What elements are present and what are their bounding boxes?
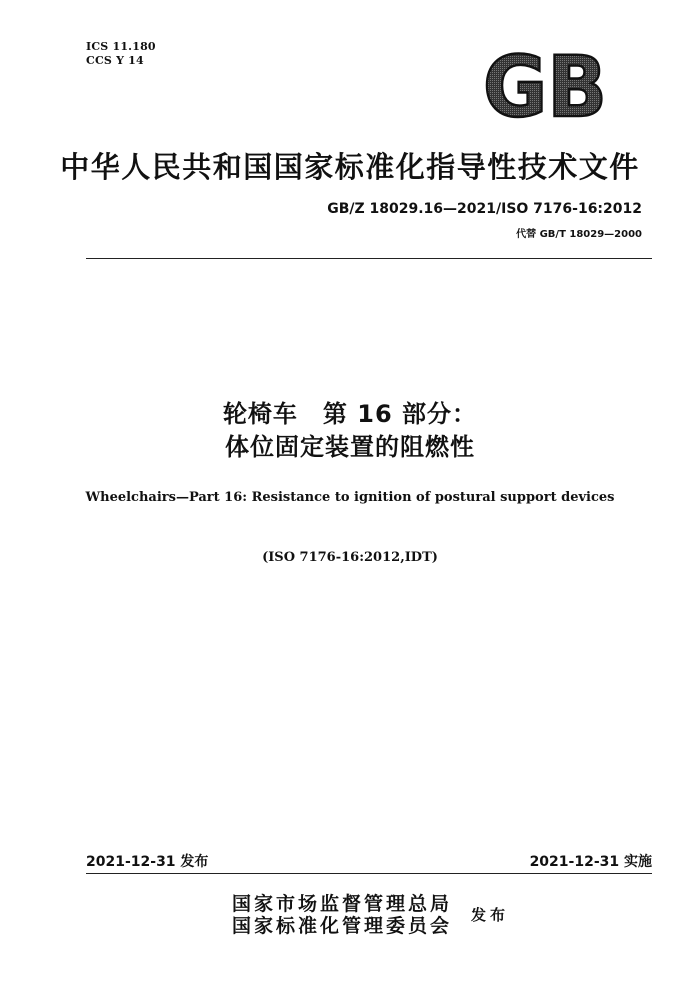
issuer-samr: 国家市场监督管理总局 — [232, 893, 453, 915]
issuer-sac: 国家标准化管理委员会 — [232, 915, 453, 937]
title-cn-line2: 体位固定装置的阻燃性 — [225, 433, 475, 461]
gb-logo-text: GB — [483, 46, 607, 126]
footer-divider — [86, 873, 652, 874]
classification-codes — [86, 40, 156, 68]
iso-equivalence: (ISO 7176-16:2012,IDT) — [262, 550, 438, 565]
ccs-code: CCS Y 14 — [86, 54, 144, 67]
ics-code: ICS 11.180 — [86, 40, 156, 53]
title-cn-line1: 轮椅车 第 16 部分： — [222, 400, 478, 428]
replaces-standard: 代替 GB/T 18029—2000 — [516, 229, 642, 240]
issuing-authorities — [232, 893, 452, 937]
document-type-title: 中华人民共和国国家标准化指导性技术文件 — [60, 150, 640, 184]
issue-action: 发布 — [471, 906, 510, 924]
header-divider — [86, 258, 652, 259]
implementation-date: 2021-12-31 实施 — [529, 854, 652, 870]
standard-number: GB/Z 18029.16—2021/ISO 7176-16:2012 — [327, 201, 642, 217]
gb-logo — [480, 46, 610, 126]
issue-date: 2021-12-31 发布 — [86, 854, 209, 870]
title-en: Wheelchairs—Part 16: Resistance to ignition of postural support devices — [85, 490, 615, 505]
